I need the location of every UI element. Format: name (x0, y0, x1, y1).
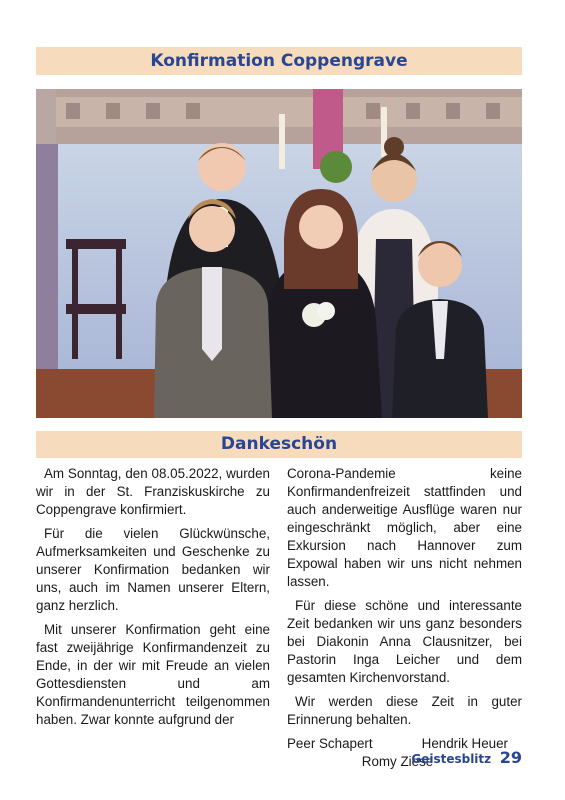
page-footer (411, 748, 522, 767)
section-title: Dankeschön (36, 431, 522, 458)
magazine-name: Geistesblitz (411, 752, 492, 766)
article-paragraph-continued: Corona-Pandemie keine Konfirmandenfreizeit stattfinden und auch anderweitige Ausflüge waren nur eingeschränkt möglich, aber eine Exkursion nach Hannover zum Expowal haben wir uns nicht nehmen lassen. (287, 466, 522, 589)
article-paragraph: Für die vielen Glückwünsche, Aufmerksamkeiten und Geschenke zu unserer Konfirmation bedanken wir uns, auch im Namen unserer Eltern, ganz herzlich. (36, 526, 270, 613)
group-photo (36, 89, 522, 418)
article-left-column (36, 465, 270, 735)
signature-name: Peer Schapert (287, 736, 373, 751)
page-title: Konfirmation Coppengrave (36, 47, 522, 75)
page-number: 29 (499, 748, 522, 767)
signature-name: Romy Ziese (361, 754, 434, 769)
article-paragraph: Wir werden diese Zeit in guter Erinnerung behalten. (287, 694, 522, 727)
article-paragraph: Am Sonntag, den 08.05.2022, wurden wir in der St. Franziskuskirche zu Coppengrave konfirmiert. (36, 466, 270, 517)
article-right-column (287, 465, 522, 771)
article-paragraph: Mit unserer Konfirmation geht eine fast zweijährige Konfirmandenzeit zu Ende, in der wir mit Freude an vielen Gottesdiensten und am Konfirmandenunterricht teilgenommen haben. Zwar konnte aufgrund der (36, 622, 270, 727)
signature-name: Hendrik Heuer (421, 736, 508, 751)
article-paragraph: Für diese schöne und interessante Zeit bedanken wir uns ganz besonders bei Diakonin Anna Clausnitzer, bei Pastorin Inga Leicher und dem gesamten Kirchenvorstand. (287, 598, 522, 685)
